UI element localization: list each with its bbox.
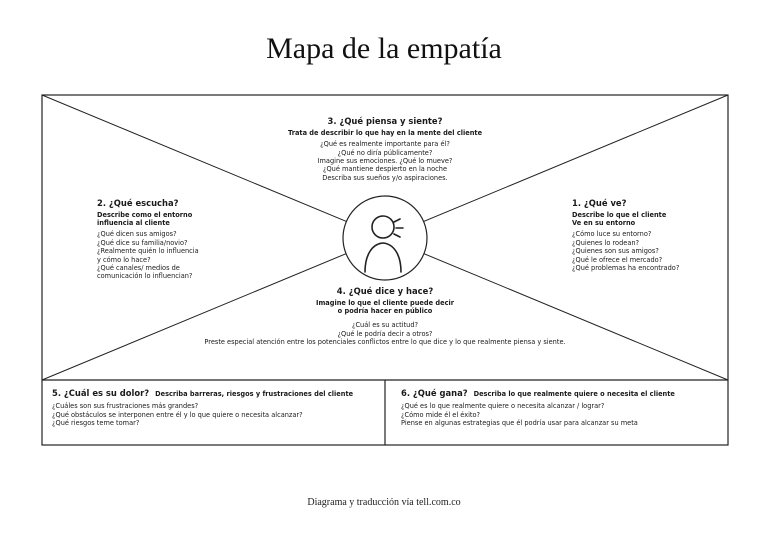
question-line: ¿Qué es lo que realmente quiere o necesita alcanzar / lograr? [401, 402, 605, 411]
question-line: ¿Qué no diría públicamente? [337, 148, 433, 157]
question-line: ¿Qué le ofrece el mercado? [572, 255, 663, 264]
section-think-feel [265, 116, 505, 182]
footer-credit: Diagrama y traducción vía tell.com.co [307, 497, 461, 508]
question-line: ¿Qué dice su familia/novio? [97, 238, 188, 247]
section-heading: 4. ¿Qué dice y hace? [336, 286, 434, 296]
section-subtitle: Trata de describir lo que hay en la mente del cliente [287, 129, 483, 137]
question-line: ¿Quienes lo rodean? [572, 238, 640, 247]
question-line: y cómo lo hace? [97, 255, 151, 264]
section-subtitle: Describa lo que realmente quiere o necesita el cliente [473, 390, 675, 398]
section-subtitle: Describe como el entorno influencia al cliente [97, 211, 193, 228]
question-line: Preste especial atención entre los potenciales conflictos entre lo que dice y lo que realmente piensa y siente. [204, 338, 566, 347]
section-heading: 2. ¿Qué escucha? [97, 198, 179, 208]
question-line: ¿Realmente quién lo influencia [97, 247, 199, 256]
section-pain [52, 389, 377, 428]
question-line: ¿Quienes son sus amigos? [572, 247, 659, 256]
section-heading: 1. ¿Qué ve? [572, 198, 627, 208]
question-line: Describa sus sueños y/o aspiraciones. [322, 173, 448, 182]
question-line: ¿Cuáles son sus frustraciones más grandes? [52, 402, 199, 411]
section-subtitle: Describa barreras, riesgos y frustraciones del cliente [155, 390, 354, 398]
section-hear [97, 198, 237, 281]
question-line: ¿Qué dicen sus amigos? [97, 230, 177, 239]
question-line: comunicación lo influencian? [97, 272, 193, 281]
question-line: Piense en algunas estrategias que él podría usar para alcanzar su meta [401, 419, 638, 428]
section-subtitle: Describe lo que el cliente Ve en su entorno [572, 211, 667, 228]
question-line: ¿Qué mantiene despierto en la noche [322, 165, 448, 174]
question-line: Imagine sus emociones. ¿Qué lo mueve? [317, 157, 453, 166]
question-line: ¿Cómo luce su entorno? [572, 230, 652, 239]
question-line: ¿Qué es realmente importante para él? [320, 140, 450, 149]
question-line: ¿Qué obstáculos se interponen entre él y lo que quiere o necesita alcanzar? [52, 410, 303, 419]
section-see [572, 198, 712, 272]
question-line: ¿Qué le podría decir a otros? [337, 329, 433, 338]
question-line: ¿Qué riesgos teme tomar? [52, 419, 140, 428]
section-subtitle: Imagine lo que el cliente puede decir o podría hacer en público [315, 299, 454, 316]
question-line: ¿Cuál es su actitud? [351, 321, 419, 330]
page-title: Mapa de la empatía [266, 32, 502, 65]
question-line: ¿Qué problemas ha encontrado? [572, 264, 680, 273]
section-heading: 5. ¿Cuál es su dolor? [52, 388, 150, 398]
section-heading: 6. ¿Qué gana? [401, 388, 468, 398]
section-gain [401, 389, 721, 428]
question-line: ¿Qué canales/ medios de [97, 264, 180, 273]
section-heading: 3. ¿Qué piensa y siente? [327, 116, 443, 126]
section-say-do [175, 286, 595, 347]
question-line: ¿Cómo mide él el éxito? [401, 410, 481, 419]
